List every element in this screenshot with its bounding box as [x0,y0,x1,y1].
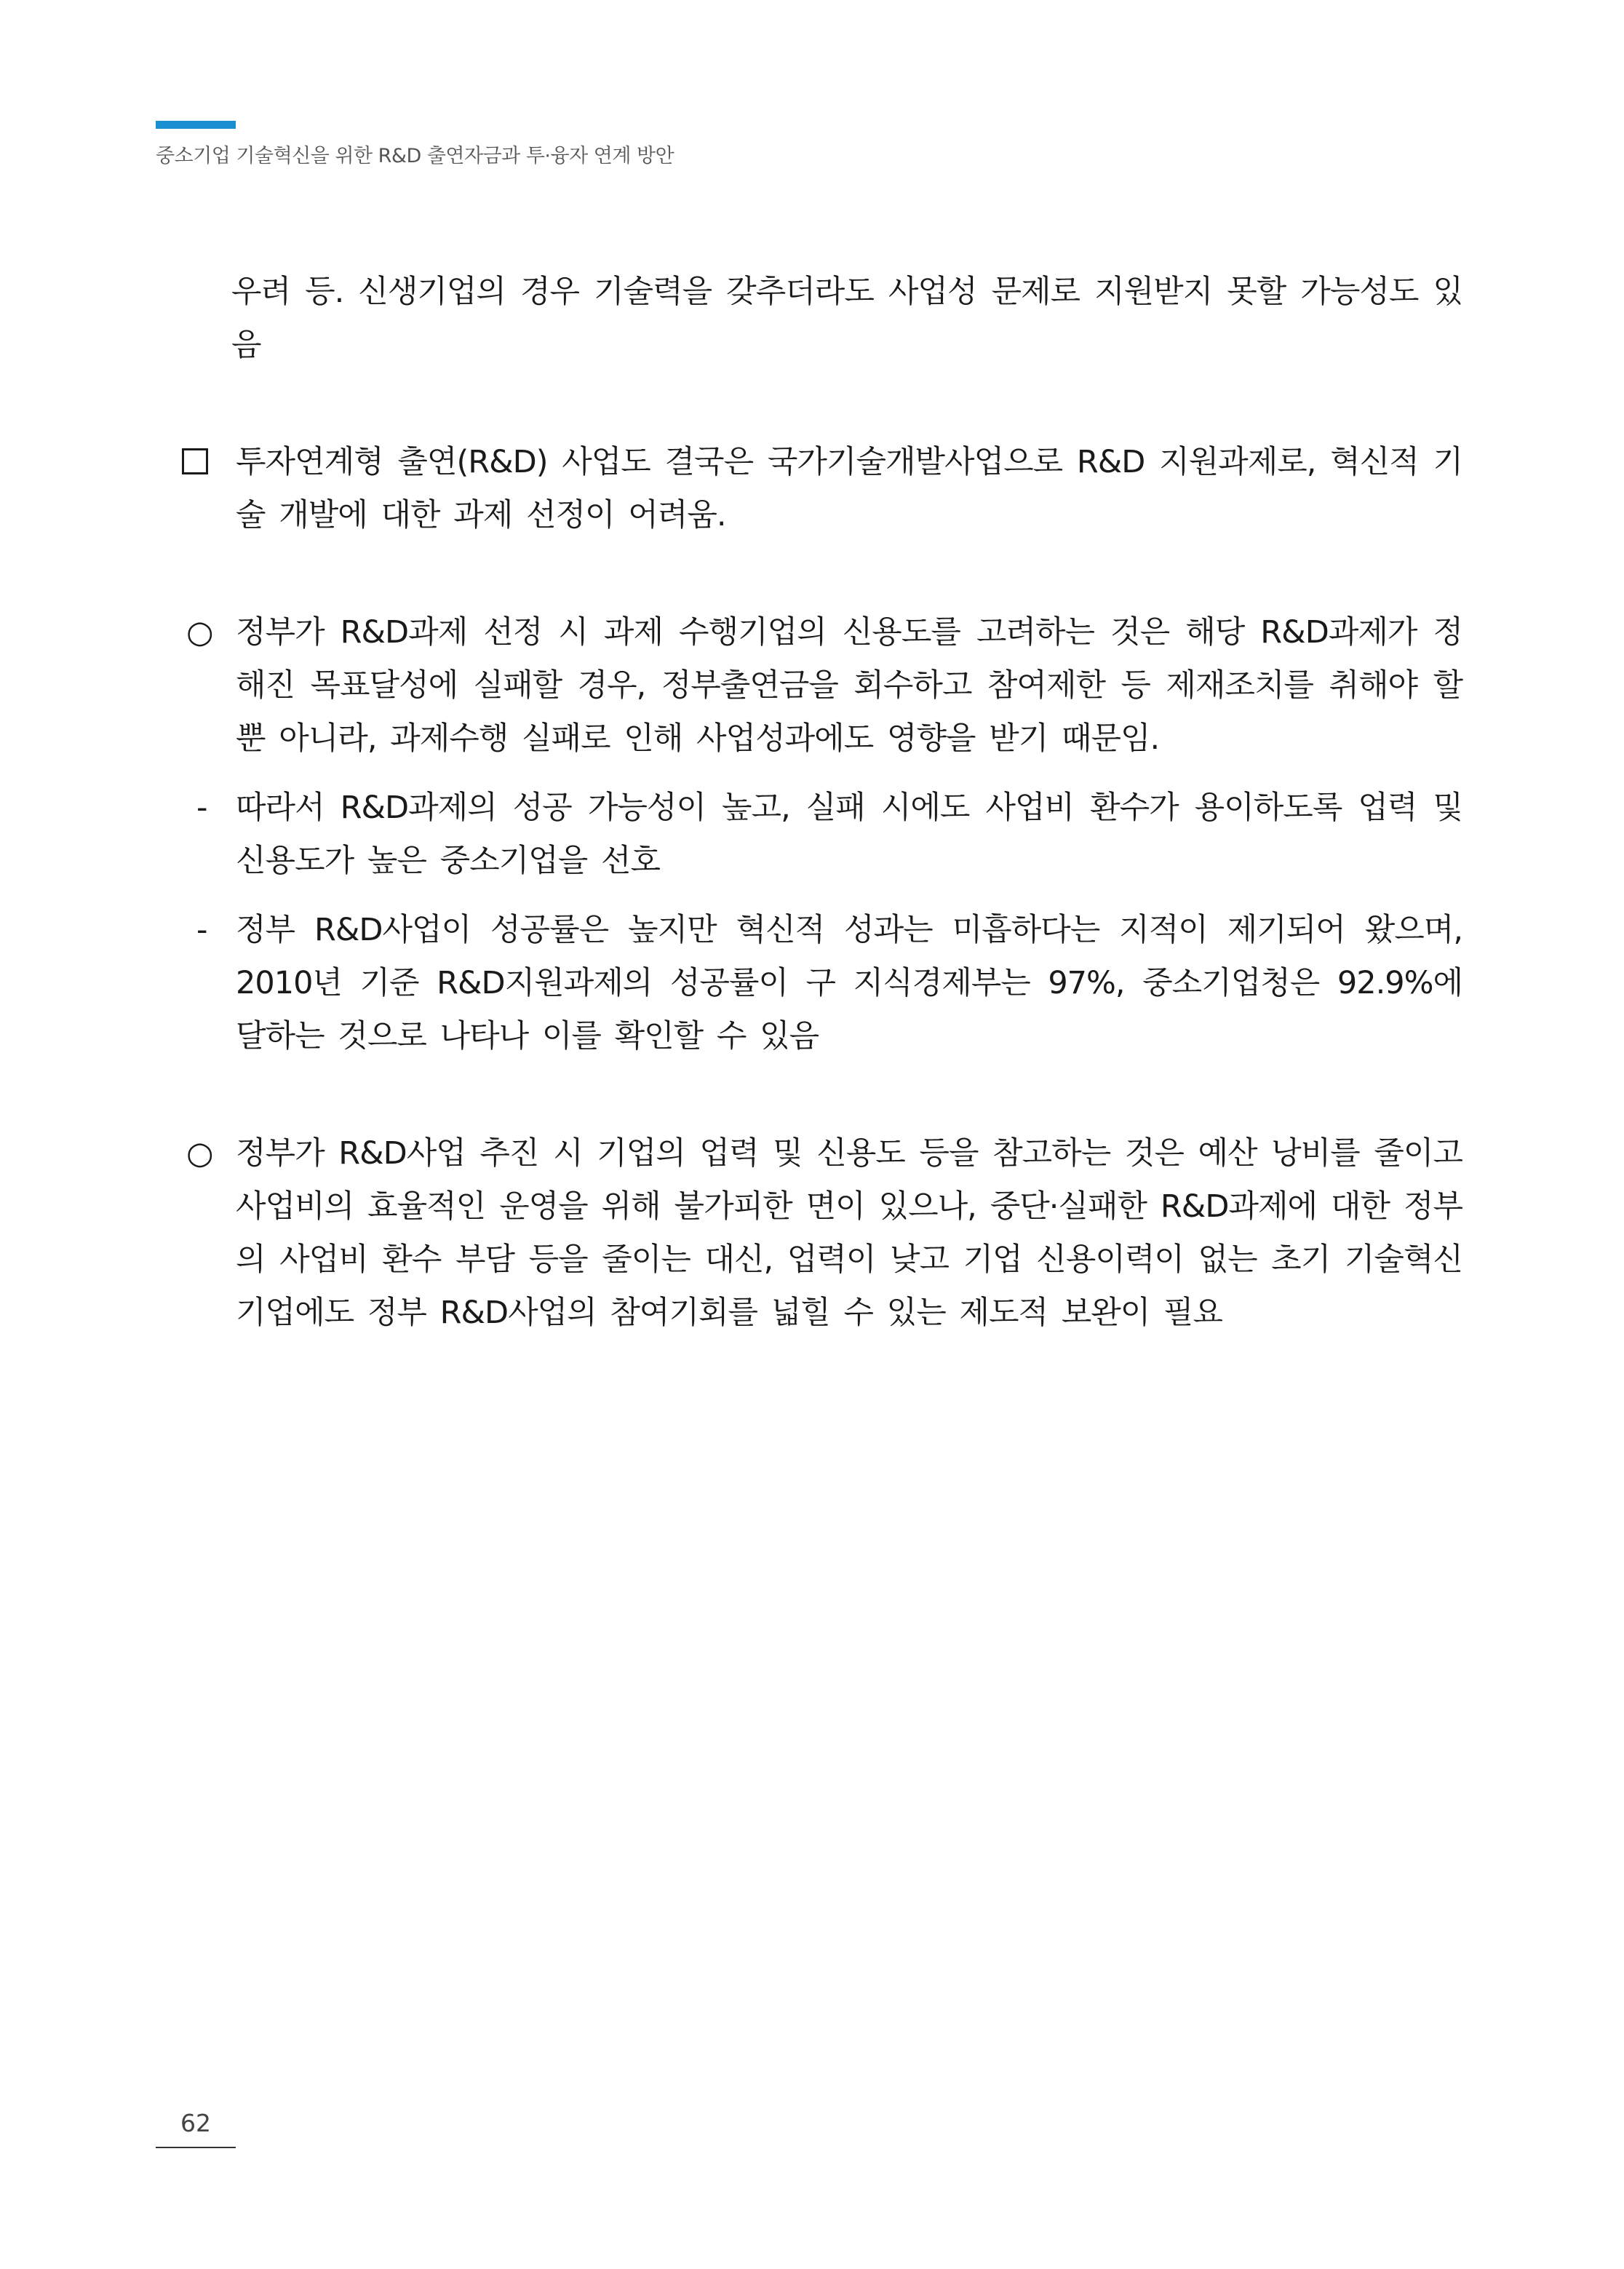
bullet-paragraph-2 [182,1127,1462,1340]
circle-bullet-icon: ○ [186,1135,213,1172]
dash-1-text: 따라서 R&D과제의 성공 가능성이 높고, 실패 시에도 사업비 환수가 용이하도록 업력 및 신용도가 높은 중소기업을 선호 [236,790,1462,879]
page-number: 62 [180,2109,211,2137]
bullet-1-text: 정부가 R&D과제 선정 시 과제 수행기업의 신용도를 고려하는 것은 해당 R&D과제가 정해진 목표달성에 실패할 경우, 정부출연금을 회수하고 참여제한 등 제재조치를 취해야 할 뿐 아니라, 과제수행 실패로 인해 사업성과에도 영향을 받기 때문임. [236,614,1462,757]
document-body [182,266,1462,1340]
section-box-text: 투자연계형 출연(R&D) 사업도 결국은 국가기술개발사업으로 R&D 지원과제로, 혁신적 기술 개발에 대한 과제 선정이 어려움. [236,444,1462,533]
dash-paragraph-1 [182,782,1462,888]
continuation-paragraph: 우려 등. 신생기업의 경우 기술력을 갖추더라도 사업성 문제로 지원받지 못할 가능성도 있음 [231,274,1462,363]
bullet-2-text: 정부가 R&D사업 추진 시 기업의 업력 및 신용도 등을 참고하는 것은 예산 낭비를 줄이고 사업비의 효율적인 운영을 위해 불가피한 면이 있으나, 중단·실패한 R&D과제에 대한 정부의 사업비 환수 부담 등을 줄이는 대신, 업력이 낮고 기업 신용이력이 없는 초기 기술혁신기업에도 정부 R&D사업의 참여기회를 넓힐 수 있는 제도적 보완이 필요 [236,1135,1462,1331]
header-accent-bar [156,121,236,129]
section-box-paragraph [182,436,1462,542]
footer-divider [156,2147,236,2148]
dash-bullet-icon: - [196,790,207,826]
running-header: 중소기업 기술혁신을 위한 R&D 출연자금과 투·융자 연계 방안 [156,145,674,167]
dash-bullet-icon: - [196,912,207,948]
dash-paragraph-2 [182,904,1462,1063]
circle-bullet-icon: ○ [186,614,213,651]
bullet-paragraph-1 [182,606,1462,766]
dash-2-text: 정부 R&D사업이 성공률은 높지만 혁신적 성과는 미흡하다는 지적이 제기되어 왔으며, 2010년 기준 R&D지원과제의 성공률이 구 지식경제부는 97%, 중소기업청은 92.9%에 달하는 것으로 나타나 이를 확인할 수 있음 [236,912,1462,1054]
checkbox-square-icon [182,436,208,489]
